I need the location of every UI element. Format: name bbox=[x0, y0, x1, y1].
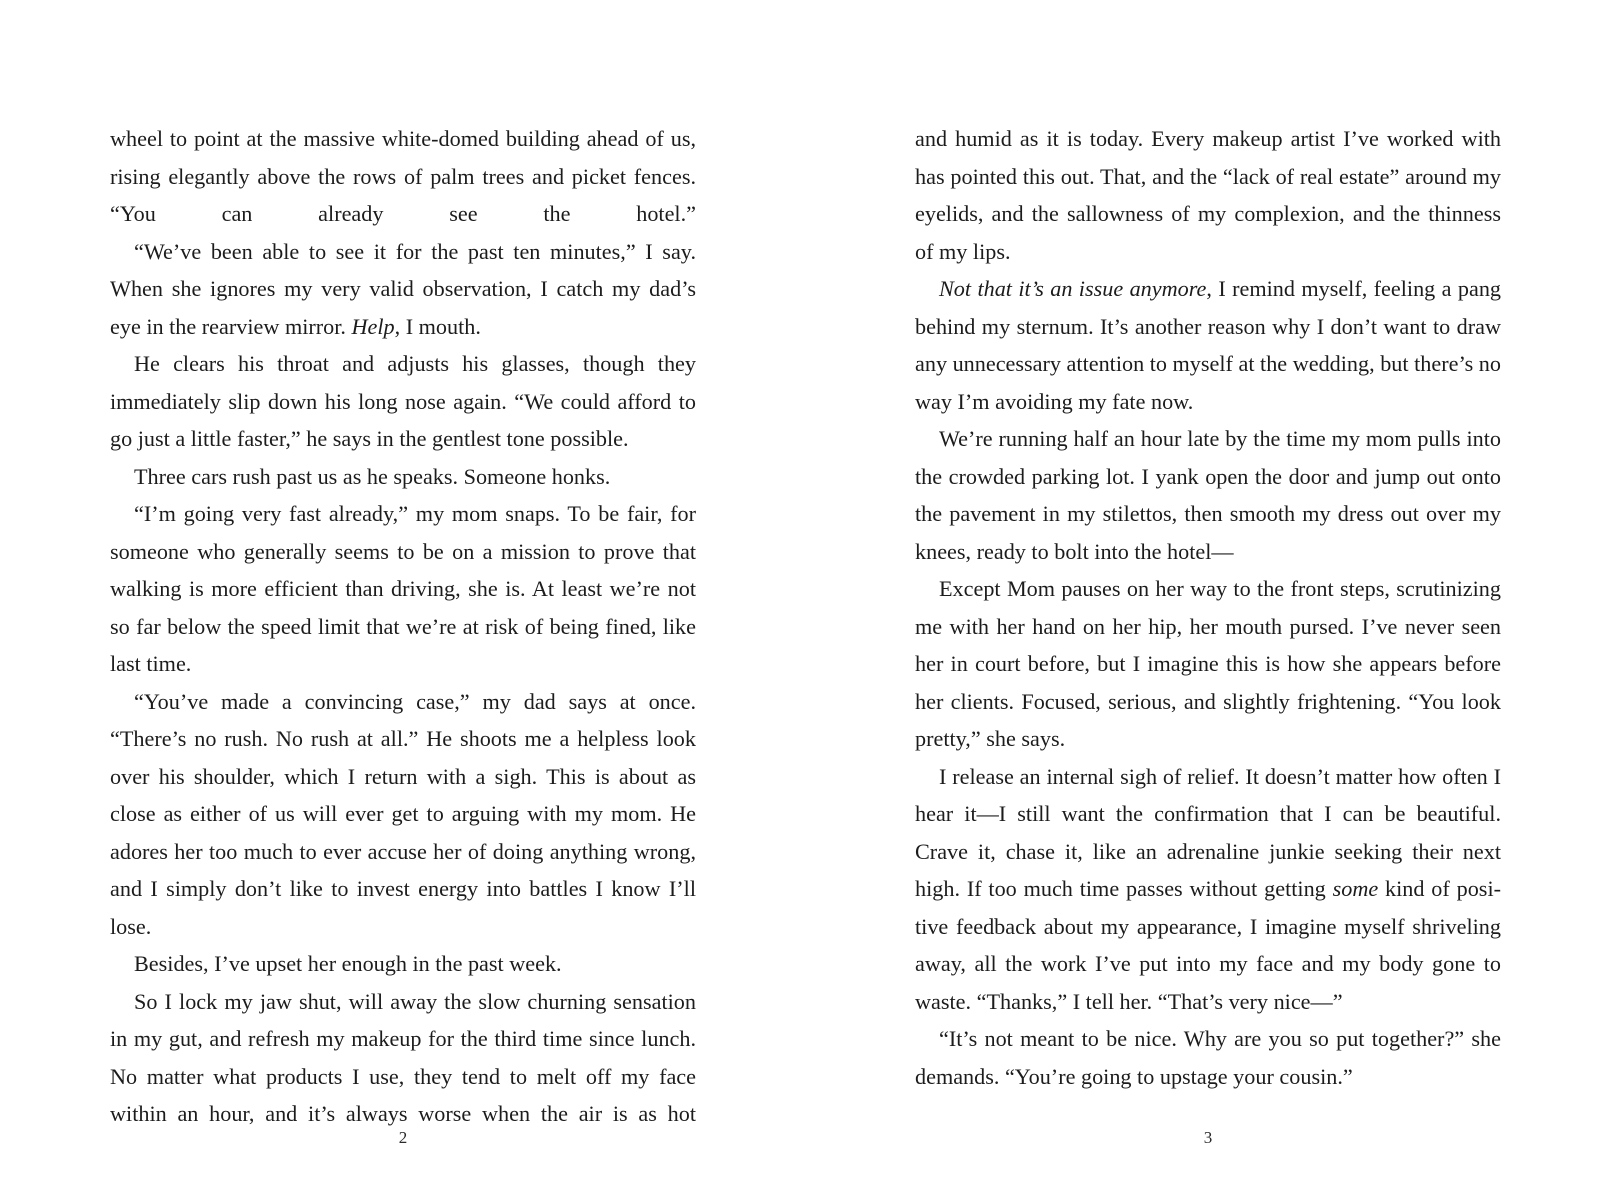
paragraph: “I’m going very fast already,” my mom snaps. To be fair, for someone who generally seems to be on a mission to prove that walking is more efficient than driving, she is. At least we’re not so far below the speed limit that we’re at risk of being fined, like last time. bbox=[110, 501, 696, 676]
emphasis: some bbox=[1332, 876, 1379, 901]
paragraph: Except Mom pauses on her way to the front steps, scrutinizing me with her hand on her hip, her mouth pursed. I’ve never seen her in court before, but I imagine this is how she appears before her clients. Focused, serious, and slightly frightening. “You look pretty,” she says. bbox=[915, 576, 1501, 751]
paragraph: We’re running half an hour late by the time my mom pulls into the crowded parking lot. I yank open the door and jump out onto the pavement in my stilettos, then smooth my dress out over my knees, ready to bolt into the hotel— bbox=[915, 426, 1501, 564]
paragraph: “We’ve been able to see it for the past ten minutes,” I say. When she ignores my very valid observation, I catch my dad’s eye in the rearview mirror. Help, I mouth. bbox=[110, 238, 696, 339]
paragraph: Besides, I’ve upset her enough in the past week. bbox=[134, 951, 562, 976]
emphasis: Help bbox=[351, 313, 395, 339]
paragraph: “It’s not meant to be nice. Why are you so put together?” she demands. “You’re going to upstage your cousin.” bbox=[915, 1026, 1501, 1089]
left-page-text bbox=[110, 120, 696, 1133]
paragraph: So I lock my jaw shut, will away the slow churning sensation in my gut, and refresh my makeup for the third time since lunch. No matter what products I use, they tend to melt off my face within an hour, and it’s always worse when the air is as hot bbox=[110, 988, 696, 1126]
paragraph: I release an internal sigh of relief. It doesn’t matter how often I hear it—I still want the confirmation that I can be beautiful. Crave it, chase it, like an adrenaline junkie seeking their next high. If too much time passes without getting some kind of positive feedback about my appearance, I imagine myself shriveling away, all the work I’ve put into my face and my body gone to waste. “Thanks,” I tell her. “That’s very nice—” bbox=[915, 763, 1501, 1014]
paragraph: “You’ve made a convincing case,” my dad says at once. “There’s no rush. No rush at all.” He shoots me a helpless look over his shoulder, which I return with a sigh. This is about as close as either of us will ever get to arguing with my mom. He adores her too much to ever accuse her of doing anything wrong, and I simply don’t like to invest energy into battles I know I’ll lose. bbox=[110, 688, 696, 939]
paragraph: Not that it’s an issue anymore, I remind myself, feeling a pang behind my sternum. It’s another reason why I don’t want to draw any unnecessary attention to myself at the wedding, but there’s no way I’m avoiding my fate now. bbox=[915, 276, 1502, 414]
paragraph: wheel to point at the massive white-domed building ahead of us, rising elegantly above the rows of palm trees and picket fences. “You can already see the hotel.” bbox=[110, 126, 696, 226]
page-number: 2 bbox=[398, 1128, 408, 1147]
page-number: 3 bbox=[1203, 1128, 1213, 1147]
right-page-text bbox=[915, 120, 1501, 1095]
paragraph: and humid as it is today. Every makeup artist I’ve worked with has pointed this out. That, and the “lack of real estate” around my eyelids, and the sallowness of my complexion, and the thinness of my lips. bbox=[915, 126, 1501, 264]
paragraph: Three cars rush past us as he speaks. Someone honks. bbox=[134, 463, 611, 489]
paragraph: He clears his throat and adjusts his glasses, though they immediately slip down his long nose again. “We could afford to go just a little faster,” he says in the gentlest tone possible. bbox=[110, 351, 696, 451]
emphasis: Not that it’s an issue anymore bbox=[939, 276, 1207, 301]
